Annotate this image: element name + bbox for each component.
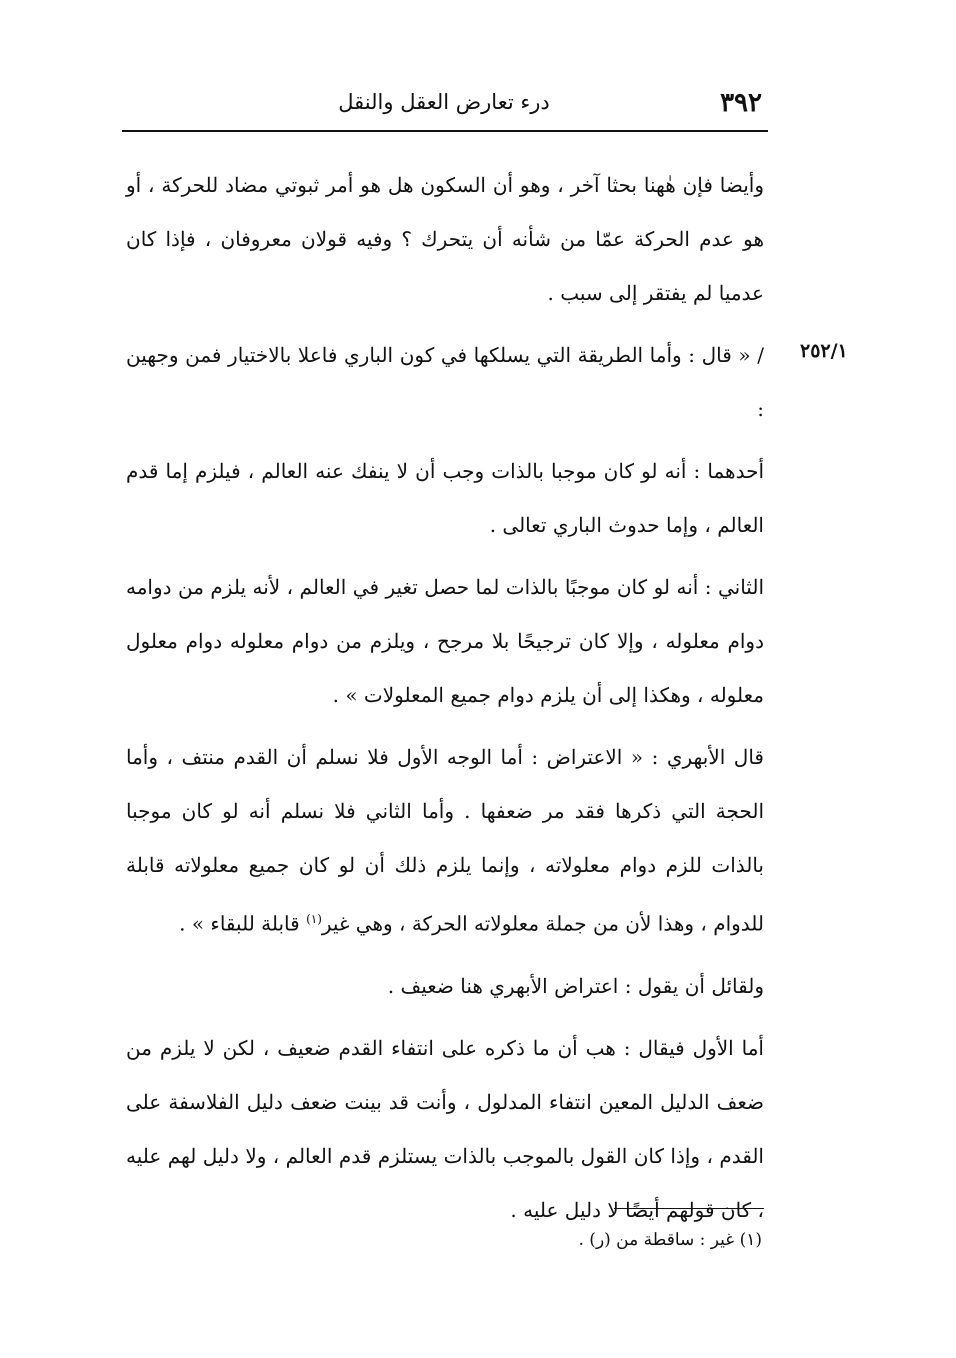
objection-paragraph [126,730,764,951]
footnote-marker: (١) [306,912,322,926]
page-header [120,82,768,126]
footnote-rule [614,1208,764,1209]
objection-text-start: قال الأبهري : « الاعتراض : أما الوجه الأول فلا نسلم أن القدم منتف ، وأما الحجة التي ذكرها فقد مر ضعفها . وأما الثاني فلا نسلم أنه لو كان موجبا بالذات للزم دوام معلولاته ، وإنما يلزم ذلك أن لو كان جميع معلولاته قابلة للدوام ، وهذا لأن من جملة معلولاته الحركة ، وهي غير [126,745,764,936]
running-title: درء تعارض العقل والنقل [338,90,550,114]
header-rule [122,130,768,132]
page-number: ٣٩٢ [720,88,762,118]
paragraph: وأيضا فإن هٰهنا بحثا آخر ، وهو أن السكون هل هو أمر ثبوتي مضاد للحركة ، أو هو عدم الحركة عمّا من شأنه أن يتحرك ؟ وفيه قولان معروفان ، فإذا كان عدميا لم يفتقر إلى سبب . [126,173,764,305]
paragraph: ولقائل أن يقول : اعتراض الأبهري هنا ضعيف . [387,973,764,998]
paragraph: أما الأول فيقال : هب أن ما ذكره على انتفاء القدم ضعيف ، لكن لا يلزم من ضعف الدليل المعين انتفاء المدلول ، وأنت قد بينت ضعف دليل الفلاسفة على القدم ، وإذا كان القول بالموجب بالذات يستلزم قدم العالم ، ولا دليل لهم عليه ، كان قولهم أيضًا لا دليل عليه . [126,1035,764,1222]
paragraph: أحدهما : أنه لو كان موجبا بالذات وجب أن لا ينفك عنه العالم ، فيلزم إما قدم العالم ، وإما حدوث الباري تعالى . [126,459,764,537]
main-text [126,158,764,1245]
footnote: (١) غير : ساقطة من (ر) . [578,1230,762,1250]
paragraph: الثاني : أنه لو كان موجبًا بالذات لما حصل تغير في العالم ، لأنه يلزم من دوامه دوام معلوله ، وإلا كان ترجيحًا بلا مرجح ، ويلزم من دوام معلوله دوام معلول معلوله ، وهكذا إلى أن يلزم دوام جميع المعلولات » . [126,575,764,707]
objection-text-end: قابلة للبقاء » . [179,911,307,936]
margin-reference: ٢٥٢/١ [800,340,848,362]
paragraph: / « قال : وأما الطريقة التي يسلكها في كون الباري فاعلا بالاختيار فمن وجهين : [126,343,764,421]
